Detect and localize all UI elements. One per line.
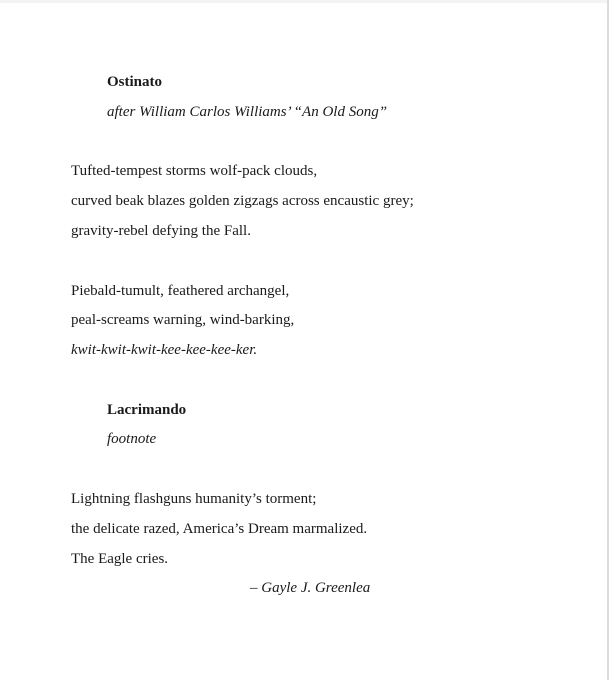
section-title-ostinato: Ostinato <box>107 74 163 90</box>
poem-line-birdcall: kwit-kwit-kwit-kee-kee-kee-ker. <box>71 342 258 358</box>
poem-line: peal-screams warning, wind-barking, <box>71 312 295 328</box>
section-title-lacrimando: Lacrimando <box>107 402 187 418</box>
poem-line: Lightning flashguns humanity’s torment; <box>71 491 317 507</box>
poem-line: The Eagle cries. <box>71 551 169 567</box>
poem-line: Tufted-tempest storms wolf-pack clouds, <box>71 163 318 179</box>
page-top-edge <box>0 0 609 3</box>
section-subtitle-lacrimando: footnote <box>107 431 157 447</box>
poem-line: the delicate razed, America’s Dream marmalized. <box>71 521 368 537</box>
poem-line: curved beak blazes golden zigzags across encaustic grey; <box>71 193 414 209</box>
poem-line: gravity-rebel defying the Fall. <box>71 223 251 239</box>
poem-line: Piebald-tumult, feathered archangel, <box>71 283 290 299</box>
section-subtitle-ostinato: after William Carlos Williams’ “An Old Song” <box>107 104 388 120</box>
author-attribution: – Gayle J. Greenlea <box>250 580 371 596</box>
